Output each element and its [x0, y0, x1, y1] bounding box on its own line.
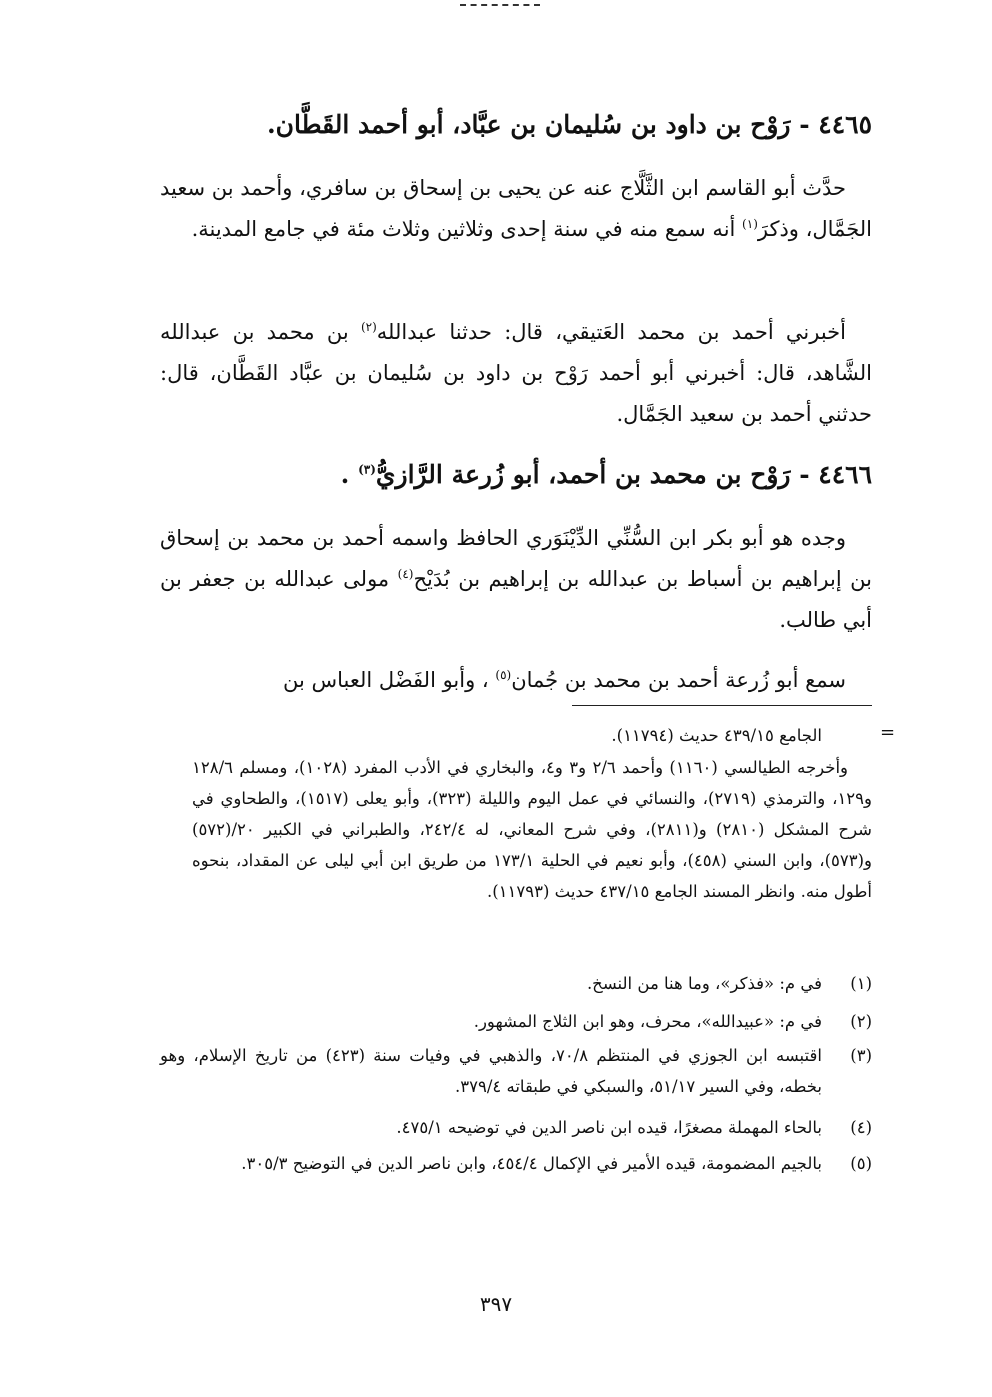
paragraph-1-text: حدَّث أبو القاسم ابن الثَّلَّاج عنه عن يحيى بن إسحاق بن سافري، وأحمد بن سعيد الجَمَّال، وذكرَ — [160, 176, 872, 241]
footnote-ref-2: (٢) — [360, 320, 377, 334]
footnote-2 — [160, 1006, 872, 1037]
footnote-number: (١) — [850, 974, 872, 993]
footnote-text: بالحاء المهملة مصغرًا، قيده ابن ناصر الدين في توضيحه ٤٧٥/١. — [396, 1118, 822, 1137]
paragraph-2-text: أخبرني أحمد بن محمد العَتيقي، قال: حدثنا عبدالله — [376, 320, 846, 344]
footnote-number: (٢) — [850, 1012, 872, 1031]
footnote-ref-4: (٤) — [397, 567, 414, 581]
footnote-1 — [160, 968, 872, 999]
footnote-5 — [160, 1148, 872, 1179]
entry-heading-4465: ٤٤٦٥ - رَوْح بن داود بن سُليمان بن عبَّاد، أبو أحمد القَطَّان. — [266, 110, 872, 139]
footnote-4 — [160, 1112, 872, 1143]
paragraph-4-text: سمع أبو زُرعة أحمد بن محمد بن جُمان — [511, 668, 846, 692]
entry-heading-4466-end: . — [340, 460, 359, 489]
footnote-ref-5: (٥) — [495, 668, 512, 682]
footnote-separator — [572, 705, 872, 706]
footnote-text: اقتبسه ابن الجوزي في المنتظم ٧٠/٨، والذهبي في وفيات سنة (٤٢٣) من تاريخ الإسلام، وهو بخطه، وفي السير ٥١/١٧، والسبكي في طبقاته ٣٧٩/٤. — [160, 1046, 822, 1096]
footnote-text: بالجيم المضمومة، قيده الأمير في الإكمال ٤٥٤/٤، وابن ناصر الدين في التوضيح ٣٠٥/٣. — [241, 1154, 822, 1173]
footnote-ref-1: (١) — [742, 217, 758, 231]
footnote-continuation-paragraph: وأخرجه الطيالسي (١١٦٠) وأحمد ٢/٦ و٣ و٤، والبخاري في الأدب المفرد (١٠٢٨)، ومسلم ١٢٨/٦ و١٢٩، والترمذي (٢٧١٩)، والنسائي في عمل اليوم والليلة (٣٢٣)، وأبو يعلى (١٥١٧)، والطحاوي في شرح المشكل (٢٨١٠) و(٢٨١١)، وفي شرح المعاني، له ٢٤٢/٤، والطبراني في الكبير ٢٠/(٥٧٢) و(٥٧٣)، وابن السني (٤٥٨)، وأبو نعيم في الحلية ١٧٣/١ من طريق ابن أبي ليلى عن المقداد، بنحوه أطول منه. وانظر المسند الجامع ٤٣٧/١٥ حديث (١١٧٩٣). — [192, 758, 873, 901]
paragraph-3 — [160, 518, 872, 641]
paragraph-1-text-end: أنه سمع منه في سنة إحدى وثلاثين وثلاث مئة في جامع المدينة. — [191, 217, 743, 241]
footnote-ref-3: (٣) — [358, 462, 376, 477]
entry-heading-4466 — [160, 458, 872, 492]
paragraph-4-text-end: ، وأبو الفَضْل العباس بن — [283, 668, 496, 692]
paragraph-1 — [160, 168, 872, 250]
footnote-number: (٤) — [850, 1118, 872, 1137]
paragraph-3-text-end: مولى عبدالله بن جعفر بن أبي طالب. — [160, 567, 872, 632]
footnote-continuation-mark: = — [880, 722, 896, 743]
footnote-number: (٣) — [850, 1046, 872, 1065]
paragraph-3-text: وجده هو أبو بكر ابن السُّنِّي الدِّيْنَوَري الحافظ واسمه أحمد بن محمد بن إسحاق بن إبراهيم بن أسباط بن عبدالله بن إبراهيم بن بُدَيْح — [160, 526, 872, 591]
footnote-text: في م: «عبيدالله»، محرف، وهو ابن الثلاج المشهور. — [473, 1012, 822, 1031]
page-number: ٣٩٧ — [479, 1292, 513, 1316]
paragraph-2 — [160, 312, 872, 435]
entry-heading-4466-text: ٤٤٦٦ - رَوْح بن محمد بن أحمد، أبو زُرعة الرَّازيُّ — [375, 460, 872, 489]
footnote-3 — [160, 1040, 872, 1102]
footnote-number: (٥) — [850, 1154, 872, 1173]
paragraph-2-text-end: بن محمد بن عبدالله الشَّاهد، قال: أخبرني أبو أحمد رَوْح بن داود بن سُليمان بن عبَّاد القَطَّان، قال: حدثني أحمد بن سعيد الجَمَّال. — [160, 320, 872, 426]
footnote-continuation-line: الجامع ٤٣٩/١٥ حديث (١١٧٩٤). — [611, 726, 822, 745]
footnote-text: في م: «فذكر»، وما هنا من النسخ. — [586, 974, 822, 993]
paragraph-4 — [160, 660, 872, 701]
top-decorative-rule — [460, 4, 540, 6]
